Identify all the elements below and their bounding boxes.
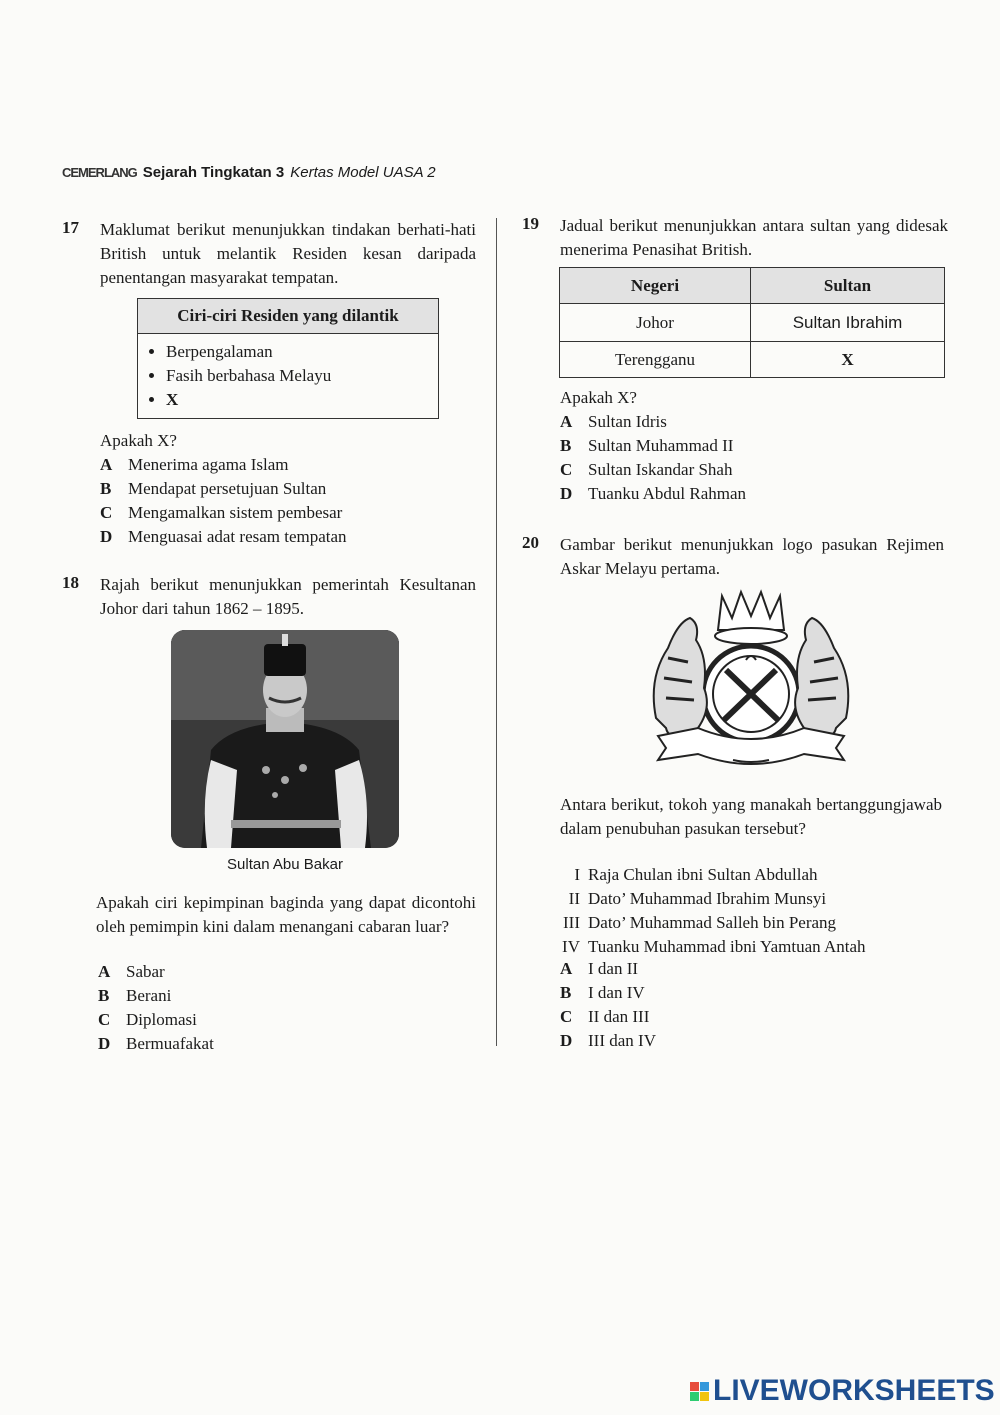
q17-option-d[interactable]: D Menguasai adat resam tempatan [100, 527, 347, 546]
q19-table [559, 267, 945, 378]
q20-statement-ii: II Dato’ Muhammad Ibrahim Munsyi [568, 889, 827, 908]
q17-text: Maklumat berikut menunjukkan tindakan berhati-hati British untuk melantik Residen kesan daripada penentangan masyarakat tempatan. [100, 220, 476, 287]
table-cell: Johor [560, 304, 751, 342]
q17-box-title: Ciri-ciri Residen yang dilantik [138, 299, 438, 334]
q20-option-b[interactable]: B I dan IV [560, 983, 645, 1002]
q20-question: Antara berikut, tokoh yang manakah bertanggungjawab dalam penubuhan pasukan tersebut? [560, 795, 942, 838]
q18-option-b[interactable]: B Berani [98, 986, 172, 1005]
q17-number: 17 [62, 218, 79, 237]
q17-box-item: • Berpengalaman [166, 340, 438, 364]
q17-question: Apakah X? [100, 431, 177, 450]
q19-options [560, 410, 746, 506]
q20-statement-iii: III Dato’ Muhammad Salleh bin Perang [563, 913, 837, 932]
q20-option-a[interactable]: A I dan II [560, 959, 639, 978]
q20-option-d[interactable]: D III dan IV [560, 1031, 656, 1050]
q18-text: Rajah berikut menunjukkan pemerintah Kesultanan Johor dari tahun 1862 – 1895. [100, 575, 476, 618]
q17-box-item: • Fasih berbahasa Melayu [166, 364, 438, 388]
q19-option-a[interactable]: A Sultan Idris [560, 412, 667, 431]
table-cell: X [751, 342, 945, 378]
page-header [62, 164, 436, 181]
q17-box-list [138, 340, 438, 412]
q20-statements [546, 863, 866, 959]
q20-options [560, 957, 656, 1053]
q17-info-box [137, 298, 439, 419]
q19-option-b[interactable]: B Sultan Muhammad II [560, 436, 734, 455]
q17-option-a[interactable]: A Menerima agama Islam [100, 455, 289, 474]
q18-option-a[interactable]: A Sabar [98, 962, 165, 981]
q18-options [98, 960, 214, 1056]
q19-option-c[interactable]: C Sultan Iskandar Shah [560, 460, 733, 479]
subject-title: Sejarah Tingkatan 3 [142, 164, 285, 181]
q20-statement-iv: IV Tuanku Muhammad ibni Yamtuan Antah [562, 937, 866, 956]
q17-options [100, 453, 347, 549]
q20-statement-i: I Raja Chulan ibni Sultan Abdullah [574, 865, 818, 884]
q20-option-c[interactable]: C II dan III [560, 1007, 650, 1026]
liveworksheets-logo-icon [690, 1382, 709, 1401]
table-cell: Sultan Ibrahim [751, 304, 945, 342]
q18-number: 18 [62, 573, 79, 592]
column-divider [496, 218, 497, 1046]
photo-caption: Sultan Abu Bakar [227, 856, 343, 873]
brand-text: LIVEWORKSHEETS [713, 1374, 995, 1407]
table-cell: Terengganu [560, 342, 751, 378]
q19-number: 19 [522, 214, 539, 233]
q18-option-c[interactable]: C Diplomasi [98, 1010, 197, 1029]
q20-number: 20 [522, 533, 539, 552]
q17-box-item: • X [166, 388, 438, 412]
q20-text: Gambar berikut menunjukkan logo pasukan Rejimen Askar Melayu pertama. [560, 535, 944, 578]
q19-header-negeri: Negeri [560, 268, 751, 304]
q19-header-sultan: Sultan [751, 268, 945, 304]
publisher-logo: CEMERLANG [62, 165, 137, 180]
q17-option-b[interactable]: B Mendapat persetujuan Sultan [100, 479, 327, 498]
paper-title: Kertas Model UASA 2 [290, 164, 436, 181]
q17-option-c[interactable]: C Mengamalkan sistem pembesar [100, 503, 343, 522]
q19-option-d[interactable]: D Tuanku Abdul Rahman [560, 484, 747, 503]
liveworksheets-brand[interactable] [690, 1374, 995, 1408]
regiment-logo [638, 588, 864, 774]
q18-question: Apakah ciri kepimpinan baginda yang dapat dicontohi oleh pemimpin kini dalam menangani cabaran luar? [96, 893, 476, 936]
q18-option-d[interactable]: D Bermuafakat [98, 1034, 214, 1053]
q19-question: Apakah X? [560, 388, 637, 407]
sultan-photo [171, 630, 399, 848]
q19-text: Jadual berikut menunjukkan antara sultan yang didesak menerima Penasihat British. [560, 216, 948, 259]
